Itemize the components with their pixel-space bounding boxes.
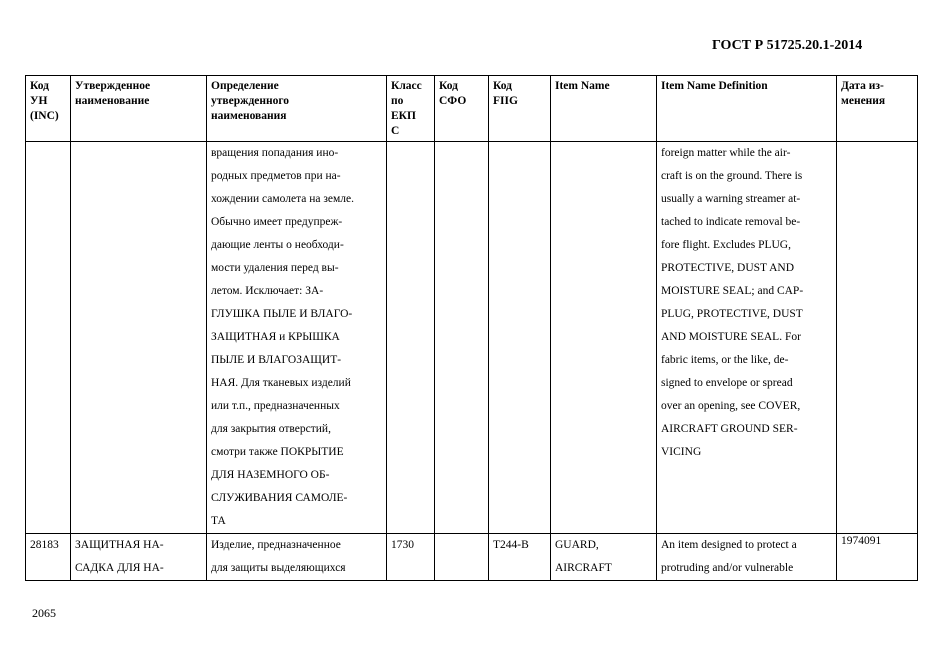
- text-line: мости удаления перед вы-: [211, 262, 339, 274]
- text-line: An item designed to protect a: [661, 539, 797, 551]
- entry-item-definition: [657, 534, 837, 581]
- text-line: protruding and/or vulnerable: [661, 562, 794, 574]
- text-line: родных предметов при на-: [211, 170, 341, 182]
- text-line: craft is on the ground. There is: [661, 170, 803, 182]
- text-line: Изделие, предназначенное: [211, 539, 341, 551]
- text-line: tached to indicate removal be-: [661, 216, 801, 228]
- text-line: signed to envelope or spread: [661, 377, 793, 389]
- entry-row: [26, 534, 918, 581]
- text-line: для закрытия отверстий,: [211, 423, 331, 435]
- text-line: PLUG, PROTECTIVE, DUST: [661, 308, 803, 320]
- text-line: AIRCRAFT GROUND SER-: [661, 423, 798, 435]
- header-row: [26, 76, 918, 142]
- text-line: хождении самолета на земле.: [211, 193, 355, 205]
- entry-fiig: T244-B: [489, 534, 551, 581]
- header-definition: [207, 76, 387, 142]
- text-line: ЗАЩИТНАЯ НА-: [75, 539, 164, 551]
- text-line: fabric items, or the like, de-: [661, 354, 789, 366]
- text-line: или т.п., предназначенных: [211, 400, 340, 412]
- header-approved-name: [71, 76, 207, 142]
- text-line: смотри также ПОКРЫТИЕ: [211, 446, 344, 458]
- entry-class: 1730: [387, 534, 435, 581]
- header-line: Код: [493, 80, 513, 92]
- continued-definition-en: [657, 142, 837, 534]
- page-number: 2065: [32, 606, 56, 620]
- header-inc: [26, 76, 71, 142]
- continued-row: [26, 142, 918, 534]
- entry-definition-ru: [207, 534, 387, 581]
- header-line: (INC): [30, 110, 59, 122]
- header-line: Item Name Definition: [661, 80, 768, 92]
- header-line: Код: [439, 80, 459, 92]
- text-line: СЛУЖИВАНИЯ САМОЛЕ-: [211, 492, 348, 504]
- header-class: [387, 76, 435, 142]
- text-line: САДКА ДЛЯ НА-: [75, 562, 164, 574]
- text-line: ПЫЛЕ И ВЛАГОЗАЩИТ-: [211, 354, 342, 366]
- text-line: ЗАЩИТНАЯ и КРЫШКА: [211, 331, 340, 343]
- text-line: вращения попадания ино-: [211, 147, 339, 159]
- text-line: Обычно имеет предупреж-: [211, 216, 343, 228]
- text-line: летом. Исключает: ЗА-: [211, 285, 324, 297]
- text-line: GUARD,: [555, 539, 599, 551]
- header-line: Item Name: [555, 80, 610, 92]
- header-item-name: [551, 76, 657, 142]
- header-line: ЕКП: [391, 110, 416, 122]
- text-line: foreign matter while the air-: [661, 147, 791, 159]
- header-line: наименования: [211, 110, 287, 122]
- header-line: Дата из-: [841, 80, 884, 92]
- text-line: AIRCRAFT: [555, 562, 612, 574]
- header-line: Утвержденное: [75, 80, 151, 92]
- entry-name-ru: [71, 534, 207, 581]
- header-line: Код: [30, 80, 50, 92]
- text-line: НАЯ. Для тканевых изделий: [211, 377, 351, 389]
- text-line: PROTECTIVE, DUST AND: [661, 262, 795, 274]
- text-line: AND MOISTURE SEAL. For: [661, 331, 801, 343]
- header-line: наименование: [75, 95, 150, 107]
- entry-inc: 28183: [26, 534, 71, 581]
- text-line: over an opening, see COVER,: [661, 400, 801, 412]
- header-line: СФО: [439, 95, 467, 107]
- text-line: для защиты выделяющихся: [211, 562, 346, 574]
- entry-item-name: [551, 534, 657, 581]
- text-line: ДЛЯ НАЗЕМНОГО ОБ-: [211, 469, 330, 481]
- text-line: MOISTURE SEAL; and CAP-: [661, 285, 804, 297]
- header-line: Определение: [211, 80, 279, 92]
- catalog-table: [25, 75, 918, 581]
- header-line: Класс: [391, 80, 422, 92]
- text-line: VICING: [661, 446, 702, 458]
- header-line: FIIG: [493, 95, 518, 107]
- text-line: fore flight. Excludes PLUG,: [661, 239, 791, 251]
- text-line: дающие ленты о необходи-: [211, 239, 344, 251]
- header-line: менения: [841, 95, 886, 107]
- header-fiig: [489, 76, 551, 142]
- header-line: по: [391, 95, 404, 107]
- text-line: usually a warning streamer at-: [661, 193, 801, 205]
- header-sfo: [435, 76, 489, 142]
- document-title: ГОСТ Р 51725.20.1-2014: [712, 38, 863, 53]
- text-line: ТА: [211, 515, 226, 527]
- header-change-date: [837, 76, 918, 142]
- header-line: утвержденного: [211, 95, 290, 107]
- entry-date: 1974091: [837, 534, 918, 581]
- header-line: С: [391, 125, 400, 137]
- header-item-name-definition: [657, 76, 837, 142]
- text-line: ГЛУШКА ПЫЛЕ И ВЛАГО-: [211, 308, 353, 320]
- entry-sfo: [435, 534, 489, 581]
- header-line: УН: [30, 95, 48, 107]
- continued-definition-ru: [207, 142, 387, 534]
